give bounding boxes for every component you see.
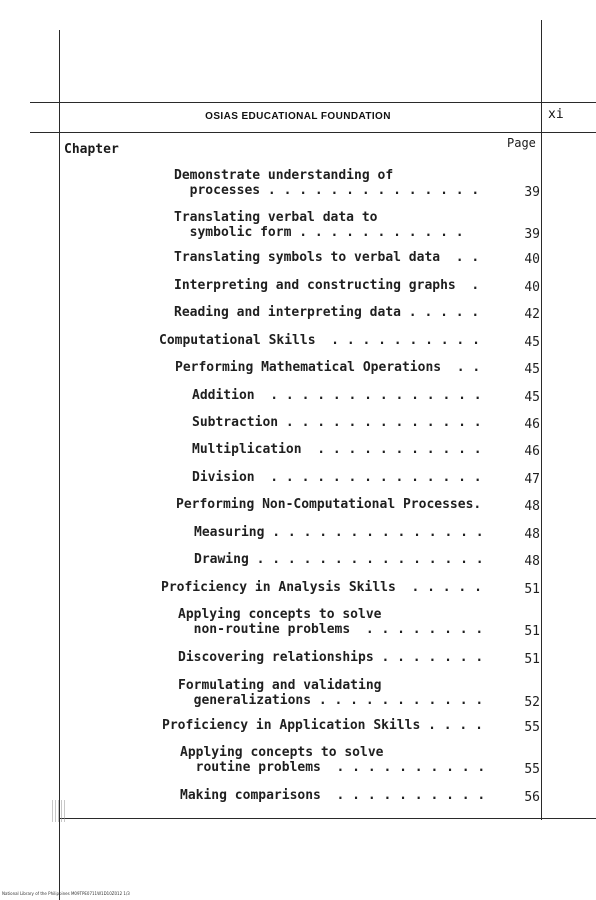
- scan-artifact: [52, 800, 66, 822]
- toc-page-number: 56: [524, 790, 540, 805]
- toc-entry-text: Discovering relationships . . . . . . .: [178, 650, 484, 665]
- page-number-roman: xi: [548, 107, 564, 122]
- toc-entry-text: Making comparisons . . . . . . . . . .: [180, 788, 486, 803]
- toc-entry-text: Applying concepts to solve: [180, 745, 384, 760]
- toc-page-number: 48: [524, 499, 540, 514]
- toc-entry-text: Proficiency in Analysis Skills . . . . .: [161, 580, 482, 595]
- toc-page-number: 48: [524, 554, 540, 569]
- toc-page-number: 51: [524, 624, 540, 639]
- toc-page-number: 39: [524, 185, 540, 200]
- toc-page-number: 39: [524, 227, 540, 242]
- toc-page-number: 45: [524, 362, 540, 377]
- left-margin-rule: [59, 30, 60, 900]
- toc-entry-text: Reading and interpreting data . . . . .: [174, 305, 480, 320]
- toc-entry-text: Performing Mathematical Operations . .: [175, 360, 481, 375]
- toc-entry-text: processes . . . . . . . . . . . . . .: [174, 183, 480, 198]
- toc-entry-text: Demonstrate understanding of: [174, 168, 394, 183]
- right-margin-rule: [541, 20, 542, 820]
- toc-entry-text: Translating verbal data to: [174, 210, 378, 225]
- toc-page-number: 51: [524, 582, 540, 597]
- toc-page-number: 46: [524, 444, 540, 459]
- toc-entry-text: Applying concepts to solve: [178, 607, 382, 622]
- toc-page-number: 42: [524, 307, 540, 322]
- toc-page-number: 40: [524, 252, 540, 267]
- toc-entry-text: Multiplication . . . . . . . . . . .: [192, 442, 482, 457]
- toc-page-number: 55: [524, 720, 540, 735]
- toc-page-number: 55: [524, 762, 540, 777]
- toc-entry-text: Formulating and validating: [178, 678, 382, 693]
- page-column-label: Page: [507, 136, 536, 150]
- top-header-rule: [30, 102, 596, 103]
- toc-entry-text: Addition . . . . . . . . . . . . . .: [192, 388, 482, 403]
- toc-page-number: 51: [524, 652, 540, 667]
- chapter-column-label: Chapter: [64, 142, 119, 157]
- toc-entry-text: Translating symbols to verbal data . .: [174, 250, 480, 265]
- toc-page-number: 45: [524, 390, 540, 405]
- toc-page-number: 40: [524, 280, 540, 295]
- toc-entry-text: Computational Skills . . . . . . . . . .: [159, 333, 480, 348]
- toc-entry-text: Subtraction . . . . . . . . . . . . .: [192, 415, 482, 430]
- toc-entry-text: Drawing . . . . . . . . . . . . . . .: [194, 552, 484, 567]
- toc-page-number: 46: [524, 417, 540, 432]
- header-underline-rule: [30, 132, 596, 133]
- toc-entry-text: routine problems . . . . . . . . . .: [180, 760, 486, 775]
- toc-entry-text: Proficiency in Application Skills . . . .: [162, 718, 483, 733]
- toc-page-number: 52: [524, 695, 540, 710]
- toc-entry-text: Division . . . . . . . . . . . . . .: [192, 470, 482, 485]
- toc-entry-text: Measuring . . . . . . . . . . . . . .: [194, 525, 484, 540]
- toc-page-number: 47: [524, 472, 540, 487]
- bottom-rule: [60, 818, 596, 819]
- header-title: OSIAS EDUCATIONAL FOUNDATION: [205, 111, 391, 122]
- toc-entry-text: non-routine problems . . . . . . . .: [178, 622, 484, 637]
- scan-footer-note: National Library of the Philippines M09TPE0711W1D10Z012 1/3: [2, 891, 130, 896]
- toc-entry-text: generalizations . . . . . . . . . . .: [178, 693, 484, 708]
- toc-page-number: 48: [524, 527, 540, 542]
- toc-entry-text: Interpreting and constructing graphs .: [174, 278, 480, 293]
- toc-entry-text: symbolic form . . . . . . . . . . .: [174, 225, 464, 240]
- toc-entry-text: Performing Non-Computational Processes.: [176, 497, 482, 512]
- toc-page-number: 45: [524, 335, 540, 350]
